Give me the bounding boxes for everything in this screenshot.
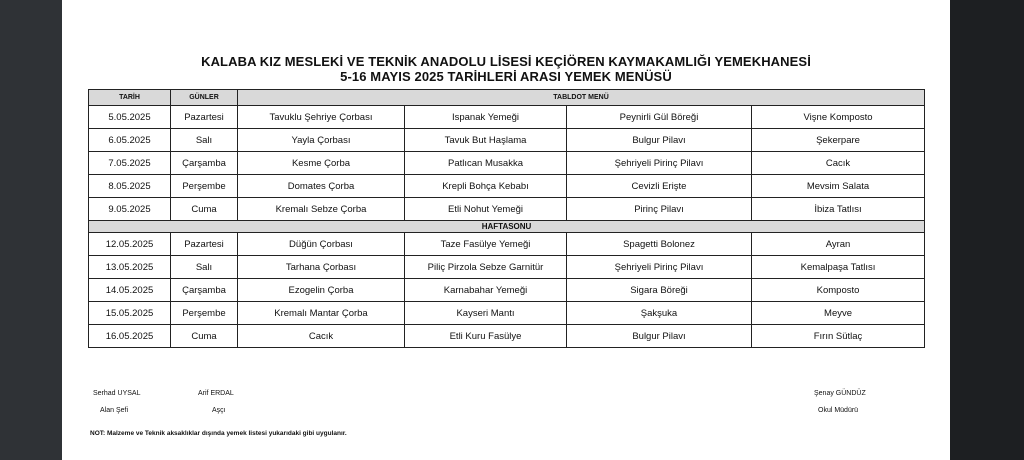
side-dish-cell: Pirinç Pilavı <box>567 198 752 221</box>
document-subtitle: 5-16 MAYIS 2025 TARİHLERİ ARASI YEMEK MENÜSÜ <box>340 69 672 84</box>
header-day: GÜNLER <box>171 90 238 106</box>
side-dish-cell: Spagetti Bolonez <box>567 233 752 256</box>
chef-title: Alan Şefi <box>100 407 129 414</box>
day-cell: Pazartesi <box>171 233 238 256</box>
cook-title: Aşçı <box>212 407 226 414</box>
menu-table <box>88 89 925 348</box>
principal-title: Okul Müdürü <box>818 407 859 414</box>
date-cell: 15.05.2025 <box>89 302 171 325</box>
table-row <box>89 175 925 198</box>
week1-rows <box>89 106 925 221</box>
dessert-cell: Kemalpaşa Tatlısı <box>752 256 925 279</box>
date-cell: 13.05.2025 <box>89 256 171 279</box>
main-dish-cell: Etli Kuru Fasülye <box>405 325 567 348</box>
date-cell: 8.05.2025 <box>89 175 171 198</box>
soup-cell: Ezogelin Çorba <box>238 279 405 302</box>
date-cell: 14.05.2025 <box>89 279 171 302</box>
main-dish-cell: Kayseri Mantı <box>405 302 567 325</box>
dessert-cell: Şekerpare <box>752 129 925 152</box>
soup-cell: Kremalı Sebze Çorba <box>238 198 405 221</box>
date-cell: 7.05.2025 <box>89 152 171 175</box>
cook-name: Arif ERDAL <box>198 390 234 397</box>
chef-name: Serhad UYSAL <box>93 390 141 397</box>
table-row <box>89 325 925 348</box>
dessert-cell: Komposto <box>752 279 925 302</box>
main-dish-cell: Etli Nohut Yemeği <box>405 198 567 221</box>
week2-rows <box>89 233 925 348</box>
footnote: NOT: Malzeme ve Teknik aksaklıklar dışında yemek listesi yukarıdaki gibi uygulanır. <box>90 430 347 437</box>
side-dish-cell: Şehriyeli Pirinç Pilavı <box>567 256 752 279</box>
principal-name: Şenay GÜNDÜZ <box>814 390 866 397</box>
weekend-separator-row <box>89 221 925 233</box>
day-cell: Salı <box>171 129 238 152</box>
date-cell: 16.05.2025 <box>89 325 171 348</box>
main-dish-cell: Piliç Pirzola Sebze Garnitür <box>405 256 567 279</box>
day-cell: Cuma <box>171 198 238 221</box>
header-menu: TABLDOT MENÜ <box>238 90 925 106</box>
main-dish-cell: Karnabahar Yemeği <box>405 279 567 302</box>
table-row <box>89 302 925 325</box>
day-cell: Pazartesi <box>171 106 238 129</box>
table-row <box>89 129 925 152</box>
soup-cell: Kesme Çorba <box>238 152 405 175</box>
document-page <box>62 0 950 460</box>
header-date: TARİH <box>89 90 171 106</box>
date-cell: 9.05.2025 <box>89 198 171 221</box>
side-dish-cell: Şakşuka <box>567 302 752 325</box>
table-header-row <box>89 90 925 106</box>
side-dish-cell: Şehriyeli Pirinç Pilavı <box>567 152 752 175</box>
soup-cell: Domates Çorba <box>238 175 405 198</box>
main-dish-cell: Taze Fasülye Yemeği <box>405 233 567 256</box>
dessert-cell: Vişne Komposto <box>752 106 925 129</box>
date-cell: 12.05.2025 <box>89 233 171 256</box>
day-cell: Perşembe <box>171 302 238 325</box>
dessert-cell: Ayran <box>752 233 925 256</box>
viewer-left-margin <box>0 0 62 460</box>
day-cell: Cuma <box>171 325 238 348</box>
side-dish-cell: Cevizli Erişte <box>567 175 752 198</box>
date-cell: 5.05.2025 <box>89 106 171 129</box>
table-row <box>89 106 925 129</box>
day-cell: Salı <box>171 256 238 279</box>
table-row <box>89 198 925 221</box>
side-dish-cell: Bulgur Pilavı <box>567 325 752 348</box>
main-dish-cell: Tavuk But Haşlama <box>405 129 567 152</box>
side-dish-cell: Bulgur Pilavı <box>567 129 752 152</box>
table-row <box>89 256 925 279</box>
soup-cell: Yayla Çorbası <box>238 129 405 152</box>
dessert-cell: Fırın Sütlaç <box>752 325 925 348</box>
main-dish-cell: Ispanak Yemeği <box>405 106 567 129</box>
day-cell: Çarşamba <box>171 279 238 302</box>
dessert-cell: Meyve <box>752 302 925 325</box>
soup-cell: Kremalı Mantar Çorba <box>238 302 405 325</box>
soup-cell: Cacık <box>238 325 405 348</box>
dessert-cell: Cacık <box>752 152 925 175</box>
table-row <box>89 233 925 256</box>
side-dish-cell: Sigara Böreği <box>567 279 752 302</box>
soup-cell: Tarhana Çorbası <box>238 256 405 279</box>
soup-cell: Düğün Çorbası <box>238 233 405 256</box>
date-cell: 6.05.2025 <box>89 129 171 152</box>
main-dish-cell: Krepli Bohça Kebabı <box>405 175 567 198</box>
day-cell: Çarşamba <box>171 152 238 175</box>
viewer-right-margin <box>950 0 1024 460</box>
table-row <box>89 152 925 175</box>
main-dish-cell: Patlıcan Musakka <box>405 152 567 175</box>
side-dish-cell: Peynirli Gül Böreği <box>567 106 752 129</box>
dessert-cell: İbiza Tatlısı <box>752 198 925 221</box>
weekend-separator: HAFTASONU <box>89 221 925 233</box>
day-cell: Perşembe <box>171 175 238 198</box>
dessert-cell: Mevsim Salata <box>752 175 925 198</box>
document-title: KALABA KIZ MESLEKİ VE TEKNİK ANADOLU LİSESİ KEÇİÖREN KAYMAKAMLIĞI YEMEKHANESİ <box>201 54 811 69</box>
table-row <box>89 279 925 302</box>
soup-cell: Tavuklu Şehriye Çorbası <box>238 106 405 129</box>
